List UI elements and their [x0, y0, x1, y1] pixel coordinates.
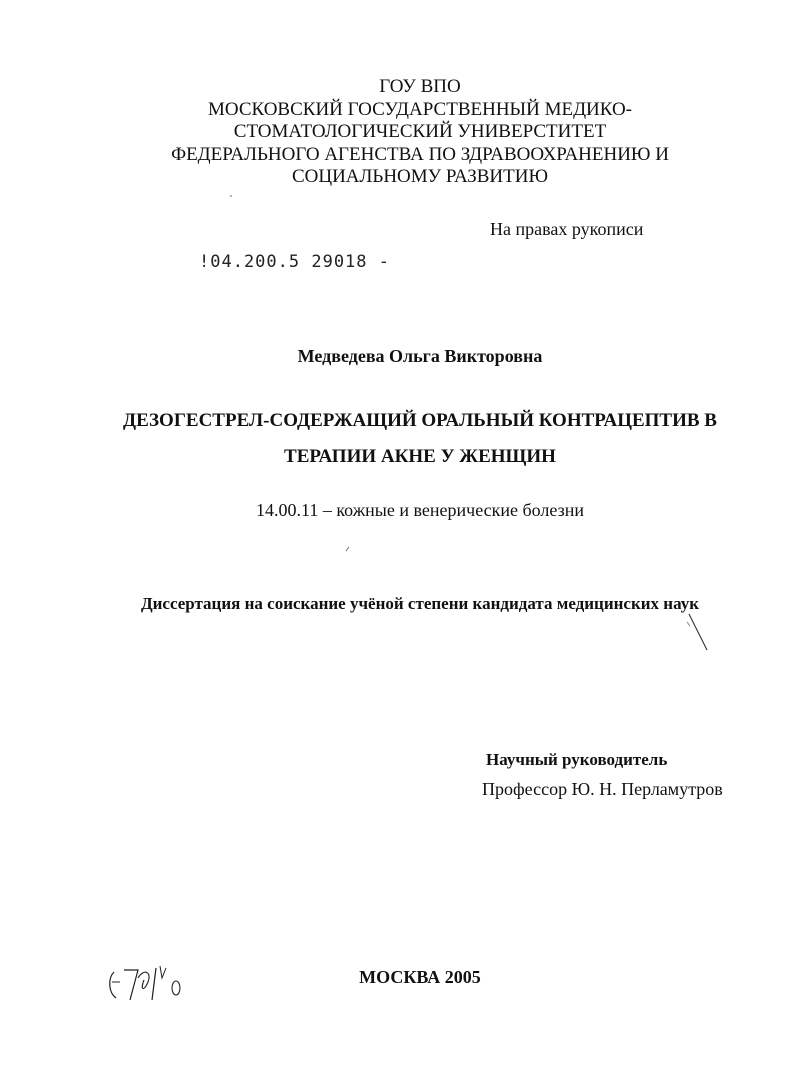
institution-line: СТОМАТОЛОГИЧЕСКИЙ УНИВЕРСТИТЕТ	[233, 121, 607, 142]
title-line: ДЕЗОГЕСТРЕЛ-СОДЕРЖАЩИЙ ОРАЛЬНЫЙ КОНТРАЦЕПТИВ В	[123, 410, 717, 431]
city-year: МОСКВА 2005	[359, 967, 481, 987]
pen-stroke-mark	[683, 612, 713, 654]
author-name: Медведева Ольга Викторовна	[297, 346, 543, 366]
specialty-code: 14.00.11 – кожные и венерические болезни	[256, 500, 584, 520]
handwritten-note-mark	[104, 960, 190, 1008]
scan-dot-mark	[228, 193, 234, 199]
institution-line: ФЕДЕРАЛЬНОГО АГЕНСТВА ПО ЗДРАВООХРАНЕНИЮ И	[171, 143, 669, 165]
institution-line: ГОУ ВПО	[379, 76, 461, 97]
dissertation-title	[100, 403, 740, 475]
supervisor-role: Научный руководитель	[486, 750, 668, 769]
title-line: ТЕРАПИИ АКНЕ У ЖЕНЩИН	[284, 446, 556, 467]
registration-code: !04.200.5 29018 -	[199, 252, 390, 272]
scan-tick-mark	[344, 545, 352, 553]
institution-line: СОЦИАЛЬНОМУ РАЗВИТИЮ	[291, 166, 549, 187]
degree-statement: Диссертация на соискание учёной степени кандидата медицинских наук	[140, 594, 700, 613]
institution-header	[100, 76, 740, 189]
rights-note: На правах рукописи	[490, 219, 644, 239]
institution-line: МОСКОВСКИЙ ГОСУДАРСТВЕННЫЙ МЕДИКО-	[207, 98, 633, 120]
supervisor-name: Профессор Ю. Н. Перламутров	[482, 779, 723, 799]
